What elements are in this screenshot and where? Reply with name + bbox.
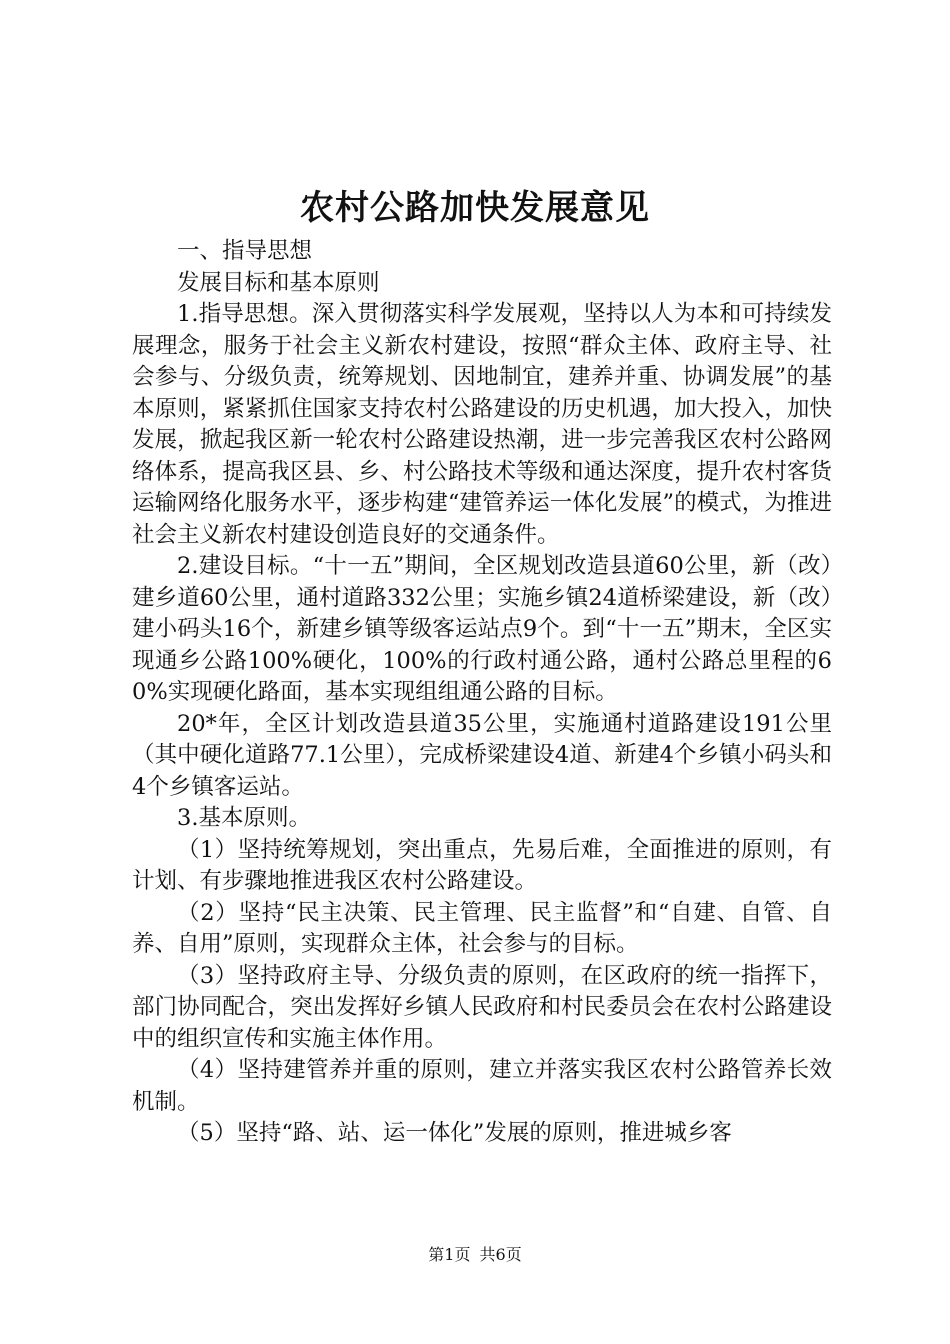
- principle-item-4: （4）坚持建管养并重的原则，建立并落实我区农村公路管养长效机制。: [132, 1057, 832, 1115]
- document-body: [132, 236, 832, 1150]
- principle-item-2: （2）坚持“民主决策、民主管理、民主监督”和“自建、自管、自养、自用”原则，实现群众主体，社会参与的目标。: [132, 899, 832, 957]
- principle-item-3: （3）坚持政府主导、分级负责的原则，在区政府的统一指挥下，部门协同配合，突出发挥好乡镇人民政府和村民委员会在农村公路建设中的组织宣传和实施主体作用。: [132, 962, 832, 1052]
- subsection-heading: 发展目标和基本原则: [177, 269, 380, 296]
- principle-item-5: （5）坚持“路、站、运一体化”发展的原则，推进城乡客: [177, 1120, 732, 1146]
- paragraph-guiding-thought: 1.指导思想。深入贯彻落实科学发展观，坚持以人为本和可持续发展理念，服务于社会主义新农村建设，按照“群众主体、政府主导、社会参与、分级负责，统筹规划、因地制宜，建养并重、协调发展”的基本原则，紧紧抓住国家支持农村公路建设的历史机遇，加大投入，加快发展，掀起我区新一轮农村公路建设热潮，进一步完善我区农村公路网络体系，提高我区县、乡、村公路技术等级和通达深度，提升农村客货运输网络化服务水平，逐步构建“建管养运一体化发展”的模式，为推进社会主义新农村建设创造良好的交通条件。: [132, 301, 832, 548]
- paragraph-annual-plan: 20*年，全区计划改造县道35公里，实施通村道路建设191公里（其中硬化道路77.1公里），完成桥梁建设4道、新建4个乡镇小码头和4个乡镇客运站。: [132, 710, 832, 800]
- document-title: 农村公路加快发展意见: [300, 188, 650, 228]
- section-heading: 一、指导思想: [177, 238, 313, 264]
- paragraph-basic-principles: 3.基本原则。: [177, 805, 311, 831]
- page-total: 共6页: [479, 1245, 522, 1264]
- principle-item-1: （1）坚持统筹规划，突出重点，先易后难，全面推进的原则，有计划、有步骤地推进我区农村公路建设。: [132, 836, 832, 894]
- page-footer: [0, 1244, 950, 1266]
- paragraph-construction-goals: 2.建设目标。“十一五”期间，全区规划改造县道60公里，新（改）建乡道60公里，通村道路332公里；实施乡镇24道桥梁建设，新（改）建小码头16个，新建乡镇等级客运站点9个。到“十一五”期末，全区实现通乡公路100%硬化，100%的行政村通公路，通村公路总里程的60%实现硬化路面，基本实现组组通公路的目标。: [132, 553, 832, 705]
- page-number: 第1页: [428, 1245, 471, 1264]
